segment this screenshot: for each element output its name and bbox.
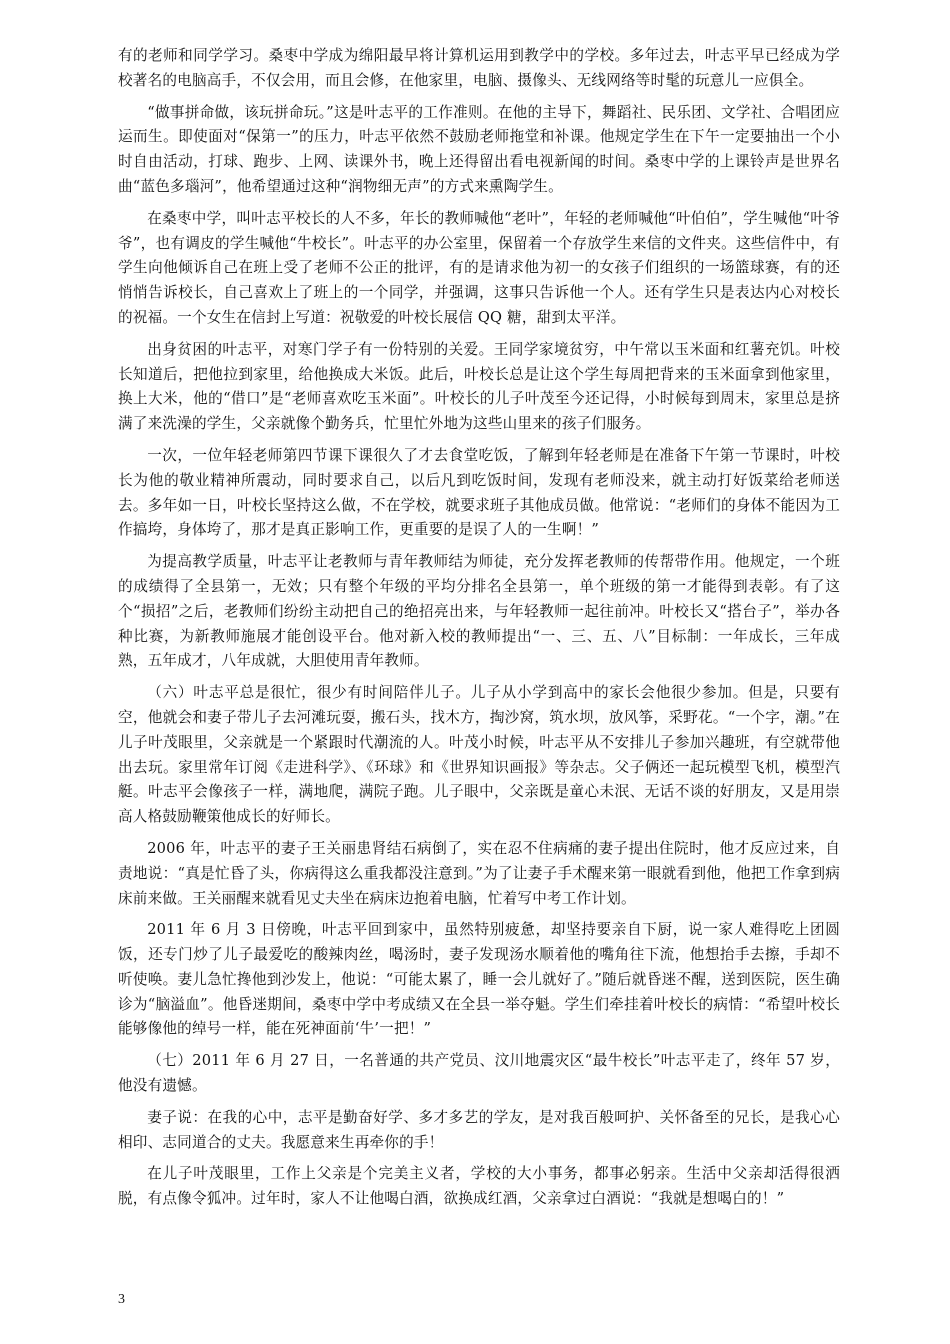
paragraph: 有的老师和同学学习。桑枣中学成为绵阳最早将计算机运用到教学中的学校。多年过去，叶志平早已经成为学校著名的电脑高手，不仅会用，而且会修，在他家里，电脑、摄像头、无线网络等时髦的玩意儿一应俱全。 [118,47,840,89]
paragraph: 妻子说：在我的心中，志平是勤奋好学、多才多艺的学友，是对我百般呵护、关怀备至的兄长，是我心心相印、志同道合的丈夫。我愿意来生再牵你的手！ [118,1108,840,1151]
paragraph: 在桑枣中学，叫叶志平校长的人不多，年长的教师喊他“老叶”，年轻的老师喊他“叶伯伯”，学生喊他“叶爷爷”，也有调皮的学生喊他“牛校长”。叶志平的办公室里，保留着一个存放学生来信的文件夹。这些信件中，有学生向他倾诉自己在班上受了老师不公正的批评，有的是请求他为初一的女孩子们组织的一场篮球赛，有的还悄悄告诉校长，自己喜欢上了班上的一个同学，并强调，这事只告诉他一个人。还有学生只是表达内心对校长的祝福。一个女生在信封上写道：祝敬爱的叶校长展信 QQ 糖，甜到太平洋。 [118,209,840,326]
paragraph: 在儿子叶茂眼里，工作上父亲是个完美主义者，学校的大小事务，都事必躬亲。生活中父亲却活得很洒脱，有点像令狐冲。过年时，家人不让他喝白酒，欲换成红酒，父亲拿过白酒说：“我就是想喝白的！” [118,1165,840,1208]
paragraph: 一次，一位年轻老师第四节课下课很久了才去食堂吃饭，了解到年轻老师是在准备下午第一节课时，叶校长为他的敬业精神所震动，同时要求自己，以后凡到吃饭时间，发现有老师没来，就主动打好饭菜给老师送去。多年如一日，叶校长坚持这么做，不在学校，就要求班子其他成员做。他常说：“老师们的身体不能因为工作搞垮，身体垮了，那才是真正影响工作，更重要的是误了人的一生啊！” [118,446,840,539]
paragraph: （七）2011 年 6 月 27 日，一名普通的共产党员、汶川地震灾区“最牛校长”叶志平走了，终年 57 岁，他没有遗憾。 [118,1052,840,1095]
paragraph: 为提高教学质量，叶志平让老教师与青年教师结为师徒，充分发挥老教师的传帮带作用。他规定，一个班的成绩得了全县第一，无效；只有整个年级的平均分排名全县第一，单个班级的第一才能得到表彰。有了这个“损招”之后，老教师们纷纷主动把自己的绝招亮出来，与年轻教师一起往前冲。叶校长又“搭台子”，举办各种比赛，为新教师施展才能创设平台。他对新入校的教师提出“一、三、五、八”目标制：一年成长，三年成熟，五年成才，八年成就，大胆使用青年教师。 [118,553,840,670]
paragraph: 2006 年，叶志平的妻子王关丽患肾结石病倒了，实在忍不住病痛的妻子提出住院时，他才反应过来，自责地说：“真是忙昏了头，你病得这么重我都没注意到。”为了让妻子手术醒来第一眼就看到他，他把工作拿到病床前来做。王关丽醒来就看见丈夫坐在病床边抱着电脑，忙着写中考工作计划。 [118,839,840,907]
paragraph: 2011 年 6 月 3 日傍晚，叶志平回到家中，虽然特别疲惫，却坚持要亲自下厨，说一家人难得吃上团圆饭，还专门炒了儿子最爱吃的酸辣肉丝，喝汤时，妻子发现汤水顺着他的嘴角往下流，他想抬手去擦，手却不听使唤。妻儿急忙搀他到沙发上，他说：“可能太累了，睡一会儿就好了。”随后就昏迷不醒，送到医院，医生确诊为“脑溢血”。他昏迷期间，桑枣中学中考成绩又在全县一举夺魁。学生们牵挂着叶校长的病情：“希望叶校长能够像他的绰号一样，能在死神面前‘牛’一把！” [118,921,840,1038]
paragraph: （六）叶志平总是很忙，很少有时间陪伴儿子。儿子从小学到高中的家长会他很少参加。但是，只要有空，他就会和妻子带儿子去河滩玩耍，搬石头，找木方，掏沙窝，筑水坝，放风筝，采野花。“一个字，潮。”在儿子叶茂眼里，父亲就是一个紧跟时代潮流的人。叶茂小时候，叶志平从不安排儿子参加兴趣班，有空就带他出去玩。家里常年订阅《走进科学》、《环球》和《世界知识画报》等杂志。父子俩还一起玩模型飞机，模型汽艇。叶志平会像孩子一样，满地爬，满院子跑。儿子眼中，父亲既是童心未泯、无话不谈的好朋友，又是用崇高人格鼓励鞭策他成长的好师长。 [118,684,840,826]
paragraph: 出身贫困的叶志平，对寒门学子有一份特别的关爱。王同学家境贫穷，中午常以玉米面和红薯充饥。叶校长知道后，把他拉到家里，给他换成大米饭。此后，叶校长总是让这个学生每周把背来的玉米面拿到他家里，换上大米，他的“借口”是“老师喜欢吃玉米面”。叶校长的儿子叶茂至今还记得，小时候每到周末，家里总是挤满了来洗澡的学生，父亲就像个勤务兵，忙里忙外地为这些山里来的孩子们服务。 [118,340,840,433]
document-page [118,44,840,1219]
paragraph: “做事拼命做，该玩拼命玩。”这是叶志平的工作准则。在他的主导下，舞蹈社、民乐团、文学社、合唱团应运而生。即使面对“保第一”的压力，叶志平依然不鼓励老师拖堂和补课。他规定学生在下午一定要抽出一个小时自由活动，打球、跑步、上网、读课外书，晚上还得留出看电视新闻的时间。桑枣中学的上课铃声是世界名曲“蓝色多瑙河”，他希望通过这种“润物细无声”的方式来熏陶学生。 [118,103,840,195]
page-number: 3 [118,1292,125,1307]
